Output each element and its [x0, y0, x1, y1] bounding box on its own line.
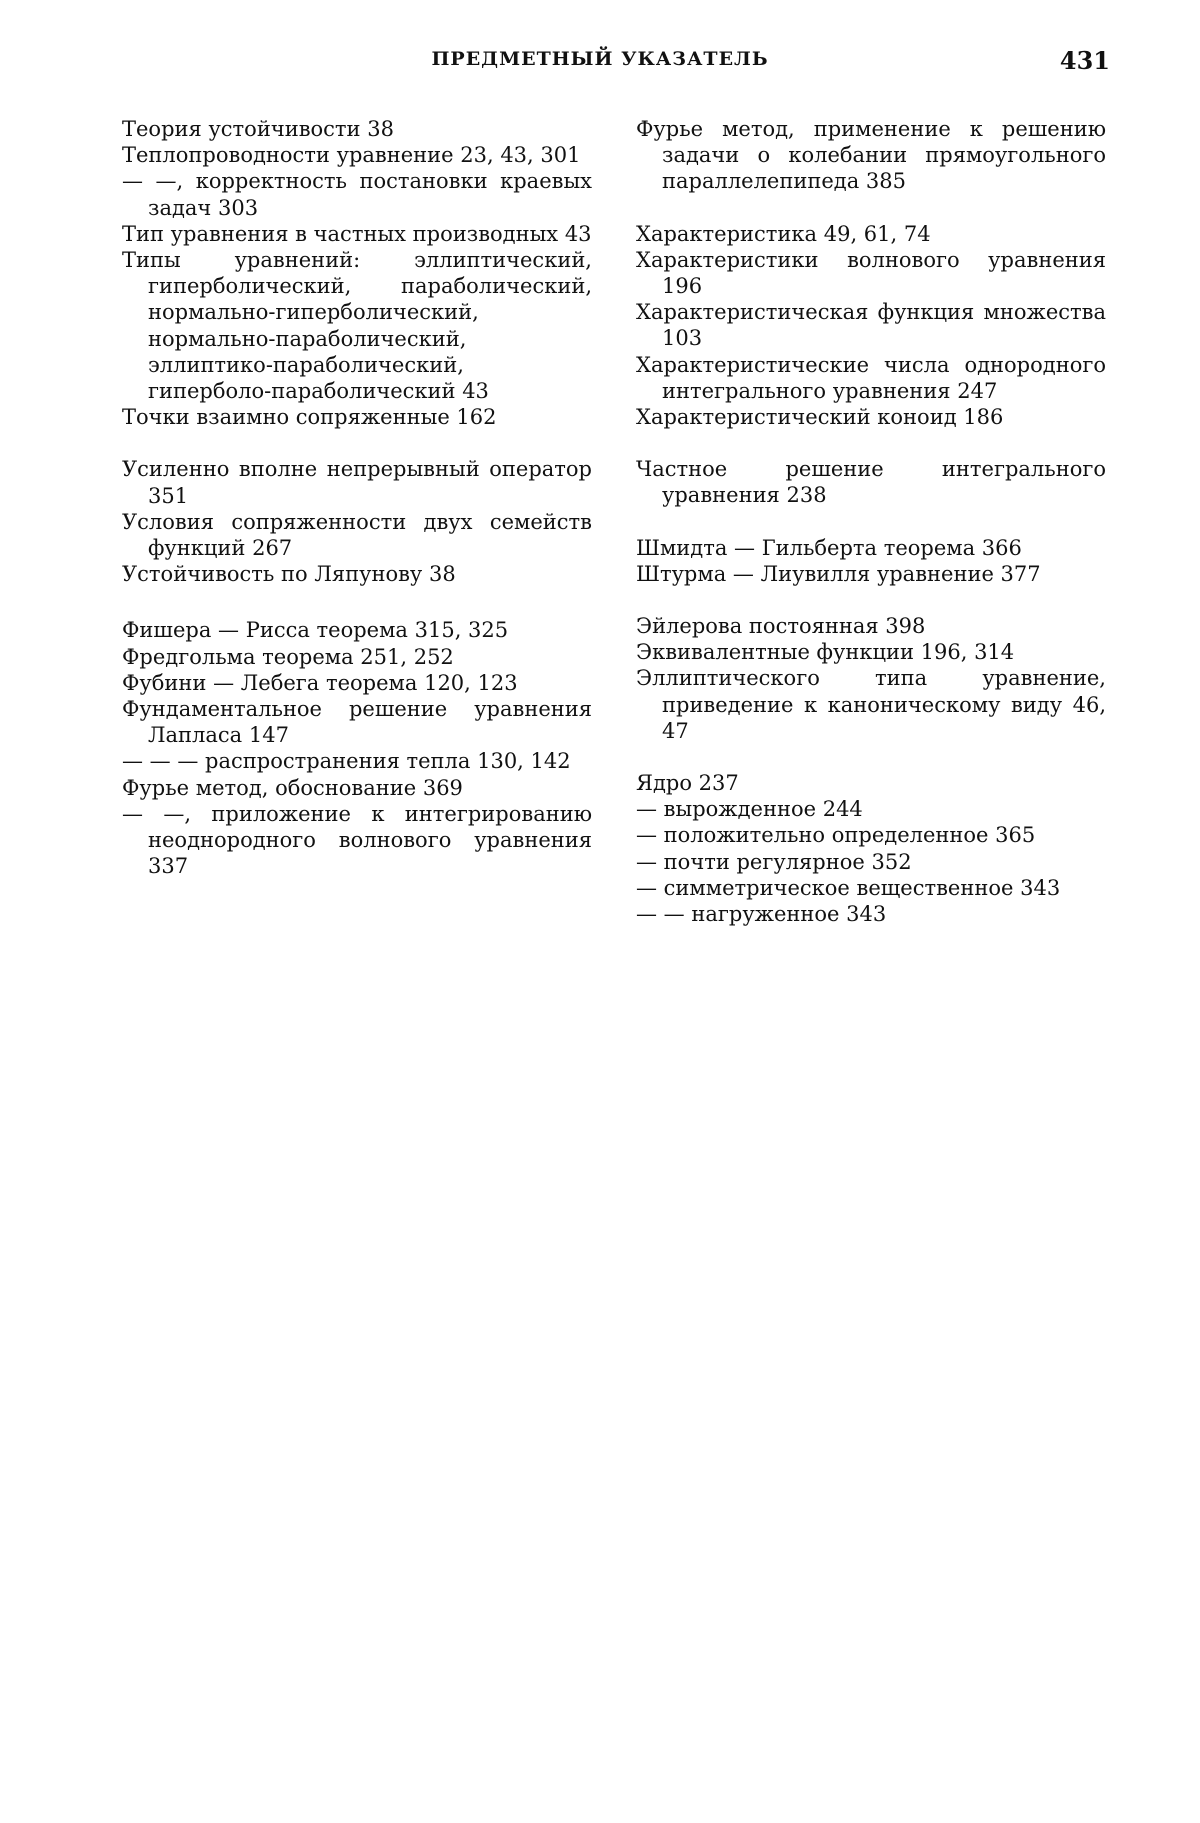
- index-entry: — — — распространения тепла 130, 142: [122, 749, 571, 774]
- index-entry: Фредгольма теорема 251, 252: [122, 644, 454, 669]
- index-entry: Фундаментальное решение уравнения Лапласа 147: [122, 697, 592, 748]
- index-entry: Устойчивость по Ляпунову 38: [122, 562, 456, 587]
- index-entry: — — нагруженное 343: [636, 902, 887, 927]
- index-entry: Ядро 237: [636, 771, 739, 796]
- index-group-ch: [636, 456, 1106, 508]
- running-title: ПРЕДМЕТНЫЙ УКАЗАТЕЛЬ: [431, 48, 769, 70]
- index-column-left: [122, 116, 592, 905]
- index-column-right: [636, 116, 1106, 953]
- index-entry: — почти регулярное 352: [636, 849, 912, 874]
- index-entry: Характеристики волнового уравнения 196: [636, 247, 1106, 299]
- index-entry: Эквивалентные функции 196, 314: [636, 640, 1015, 665]
- index-entry: — —, корректность постановки краевых задач 303: [122, 169, 592, 220]
- index-entry: Эллиптического типа уравнение, приведение к каноническому виду 46, 47: [636, 666, 1106, 743]
- index-entry: Шмидта — Гильберта теорема 366: [636, 535, 1022, 560]
- index-entry: — вырожденное 244: [636, 797, 863, 822]
- index-entry: Фишера — Рисса теорема 315, 325: [122, 618, 509, 643]
- index-entry: Условия сопряженности двух семейств функций 267: [122, 509, 592, 561]
- index-group-u: [122, 456, 592, 587]
- index-entry: Фубини — Лебега теорема 120, 123: [122, 670, 518, 695]
- index-entry: Характеристический коноид 186: [636, 405, 1004, 430]
- page-number: 431: [1059, 46, 1110, 75]
- index-entry: Фурье метод, обоснование 369: [122, 775, 463, 800]
- index-entry: Эйлерова постоянная 398: [636, 614, 926, 639]
- index-entry: Теплопроводности уравнение 23, 43, 301: [122, 143, 581, 168]
- index-entry: Тип уравнения в частных производных 43: [122, 221, 592, 246]
- index-group-e: [636, 613, 1106, 744]
- page-header: [0, 40, 1200, 80]
- index-entry: Усиленно вполне непрерывный оператор 351: [122, 457, 592, 508]
- index-entry: Характеристическая функция множества 103: [636, 300, 1106, 351]
- index-entry: Частное решение интегрального уравнения 238: [636, 457, 1106, 508]
- index-entry: Характеристические числа однородного интегрального уравнения 247: [636, 352, 1106, 403]
- index-entry: Типы уравнений: эллиптический, гиперболический, параболический, нормально-гиперболический, нормально-параболический, эллиптико-параболический, гиперболо-параболический 43: [122, 248, 592, 404]
- index-entry: Точки взаимно сопряженные 162: [122, 405, 497, 430]
- index-entry: Теория устойчивости 38: [122, 117, 394, 141]
- index-entry: Характеристика 49, 61, 74: [636, 221, 931, 246]
- index-entry: — —, приложение к интегрированию неоднородного волнового уравнения 337: [122, 801, 592, 879]
- index-entry: Фурье метод, применение к решению задачи о колебании прямоугольного параллелепипеда 385: [636, 117, 1106, 194]
- index-group-kh: [636, 221, 1106, 431]
- index-group-ya: [636, 770, 1106, 927]
- index-entry: — положительно определенное 365: [636, 823, 1036, 848]
- index-group-t: [122, 116, 592, 430]
- index-entry: Штурма — Лиувилля уравнение 377: [636, 561, 1041, 586]
- index-group-f: [122, 617, 592, 879]
- index-group-f-cont: [636, 116, 1106, 195]
- index-entry: — симметрическое вещественное 343: [636, 875, 1061, 900]
- index-group-sh: [636, 535, 1106, 587]
